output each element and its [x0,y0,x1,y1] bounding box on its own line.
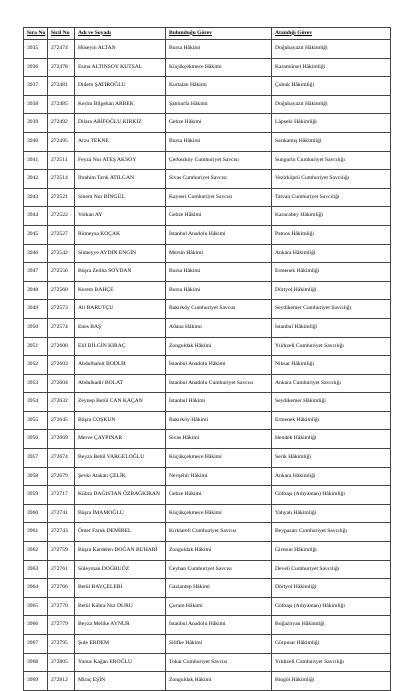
sicil-no-cell: 272761 [48,560,75,579]
current-post-cell: İstanbul Anadolu Hâkimi [166,356,272,375]
table-row [24,318,391,337]
current-post-cell: İstanbul Anadolu Hâkimi [166,616,272,635]
sira-no-cell: 3947 [24,263,48,282]
sicil-no-cell: 272573 [48,300,75,319]
sicil-no-cell: 272717 [48,486,75,505]
new-post-cell: Ankara Hâkimliği [272,244,391,263]
new-post-cell: Ankara Cumhuriyet Savcılığı [272,374,391,393]
new-post-cell: Doğubayazıt Hâkimliği [272,40,391,59]
sicil-no-cell: 272743 [48,523,75,542]
table-row [24,430,391,449]
sira-no-cell: 3936 [24,58,48,77]
new-post-cell: Serik Hâkimliği [272,449,391,468]
table-row [24,77,391,96]
name-cell: Miraç EŞİN [75,672,166,691]
sira-no-cell: 3964 [24,579,48,598]
sicil-no-cell: 272481 [48,77,75,96]
new-post-cell: Bingöl Hâkimliği [272,672,391,691]
current-post-cell: Çerkezköy Cumhuriyet Savcısı [166,151,272,170]
sira-no-cell: 3939 [24,114,48,133]
new-post-cell: Sarıkamış Hâkimliği [272,132,391,151]
new-post-cell: Yıldızeli Cumhuriyet Savcılığı [272,653,391,672]
sira-no-cell: 3951 [24,337,48,356]
current-post-cell: İstanbul Hâkimi [166,393,272,412]
sira-no-cell: 3937 [24,77,48,96]
sicil-no-cell: 272492 [48,114,75,133]
name-cell: Betül BAYÇELEBİ [75,579,166,598]
table-row [24,393,391,412]
assignment-table [23,27,391,691]
name-cell: Volkan AY [75,207,166,226]
table-row [24,653,391,672]
new-post-cell: Vezirköprü Cumhuriyet Savcılığı [272,170,391,189]
name-cell: Hüseyin ALTAN [75,40,166,59]
name-cell: Betül Kübra Nur DURU [75,597,166,616]
header-sira-no: Sıra No [24,28,48,40]
new-post-cell: Dörtyol Hâkimliği [272,579,391,598]
sicil-no-cell: 272669 [48,430,75,449]
name-cell: Arzu TEKNE [75,132,166,151]
sicil-no-cell: 272645 [48,411,75,430]
table-row [24,579,391,598]
table-row [24,523,391,542]
new-post-cell: Gürpınar Hâkimliği [272,635,391,654]
new-post-cell: Develi Cumhuriyet Savcılığı [272,560,391,579]
header-sicil-no: Sicil No [48,28,75,40]
new-post-cell: Seydikemer Cumhuriyet Savcılığı [272,300,391,319]
new-post-cell: Yahyalı Hâkimliği [272,504,391,523]
sira-no-cell: 3962 [24,542,48,561]
sira-no-cell: 3945 [24,225,48,244]
sicil-no-cell: 272527 [48,225,75,244]
sicil-no-cell: 272474 [48,40,75,59]
name-cell: Kerem BAHÇE [75,281,166,300]
table-row [24,542,391,561]
new-post-cell: Ermenek Hâkimliği [272,411,391,430]
current-post-cell: Silifke Hâkimi [166,635,272,654]
sicil-no-cell: 272674 [48,449,75,468]
sicil-no-cell: 272521 [48,188,75,207]
sira-no-cell: 3938 [24,95,48,114]
sicil-no-cell: 272795 [48,635,75,654]
sicil-no-cell: 272632 [48,393,75,412]
sira-no-cell: 3963 [24,560,48,579]
current-post-cell: Bursa Hâkimi [166,132,272,151]
sira-no-cell: 3942 [24,170,48,189]
sicil-no-cell: 272511 [48,151,75,170]
sira-no-cell: 3957 [24,449,48,468]
current-post-cell: Gebze Hâkimi [166,207,272,226]
sicil-no-cell: 272514 [48,170,75,189]
sicil-no-cell: 272766 [48,579,75,598]
name-cell: Enes BAŞ [75,318,166,337]
sira-no-cell: 3935 [24,40,48,59]
sira-no-cell: 3969 [24,672,48,691]
current-post-cell: Ceyhan Cumhuriyet Savcısı [166,560,272,579]
sira-no-cell: 3948 [24,281,48,300]
table-row [24,151,391,170]
current-post-cell: Küçükçekmece Hâkimi [166,504,272,523]
table-row [24,672,391,691]
current-post-cell: Kayseri Cumhuriyet Savcısı [166,188,272,207]
new-post-cell: Gölbaşı (Adıyaman) Hâkimliği [272,597,391,616]
name-cell: Yunus Kağan EROĞLU [75,653,166,672]
sira-no-cell: 3949 [24,300,48,319]
name-cell: Dilara ARİFOĞLU KIRKIZ [75,114,166,133]
table-row [24,58,391,77]
current-post-cell: Gebze Hâkimi [166,114,272,133]
new-post-cell: Seydikemer Hâkimliği [272,393,391,412]
sicil-no-cell: 272759 [48,542,75,561]
sicil-no-cell: 272600 [48,337,75,356]
table-row [24,449,391,468]
sira-no-cell: 3960 [24,504,48,523]
new-post-cell: Boğazlıyan Hâkimliği [272,616,391,635]
table-row [24,170,391,189]
sira-no-cell: 3961 [24,523,48,542]
current-post-cell: Mersin Hâkimi [166,244,272,263]
sira-no-cell: 3965 [24,597,48,616]
current-post-cell: Çorum Hâkimi [166,597,272,616]
current-post-cell: Şanlıurfa Hâkimi [166,95,272,114]
name-cell: İbrahim Tarık ATILGAN [75,170,166,189]
sicil-no-cell: 272556 [48,263,75,282]
new-post-cell: Hendek Hâkimliği [272,430,391,449]
table-row [24,132,391,151]
sicil-no-cell: 272812 [48,672,75,691]
new-post-cell: Ankara Hâkimliği [272,467,391,486]
name-cell: Beyza Betül VARGELOĞLU [75,449,166,468]
sicil-no-cell: 272603 [48,356,75,375]
table-row [24,616,391,635]
table-row [24,263,391,282]
table-row [24,374,391,393]
sira-no-cell: 3955 [24,411,48,430]
name-cell: Büşra Zeliha SOYDAN [75,263,166,282]
table-row [24,635,391,654]
name-cell: Büşra COŞKUN [75,411,166,430]
sira-no-cell: 3954 [24,393,48,412]
new-post-cell: Niksar Hâkimliği [272,356,391,375]
sicil-no-cell: 272522 [48,207,75,226]
name-cell: Elif BİLGİN KIRAÇ [75,337,166,356]
name-cell: Ömer Faruk DEMİREL [75,523,166,542]
name-cell: Abdulkadir BOLAT [75,374,166,393]
table-row [24,411,391,430]
table-row [24,560,391,579]
name-cell: Büşra Kardelen DOĞAN BUHARİ [75,542,166,561]
new-post-cell: Giresun Hâkimliği [272,542,391,561]
table-body [24,40,391,691]
sira-no-cell: 3956 [24,430,48,449]
current-post-cell: Bursa Hâkimi [166,263,272,282]
name-cell: Kübra DAĞISTAN ÖZBAĞKIRAN [75,486,166,505]
table-header-row [24,28,391,40]
table-row [24,114,391,133]
current-post-cell: Bakırköy Hâkimi [166,411,272,430]
current-post-cell: Kurtalan Hâkimi [166,77,272,96]
table-row [24,356,391,375]
current-post-cell: Gaziantep Hâkimi [166,579,272,598]
new-post-cell: İstanbul Hâkimliği [272,318,391,337]
table-row [24,300,391,319]
table-row [24,207,391,226]
current-post-cell: Küçükçekmece Hâkimi [166,449,272,468]
name-cell: Sümeyye AYDIN ENGİN [75,244,166,263]
sicil-no-cell: 272779 [48,616,75,635]
current-post-cell: Bakırköy Cumhuriyet Savcısı [166,300,272,319]
name-cell: Zeynep Betül CAN KAÇAN [75,393,166,412]
new-post-cell: Doğubayazıt Hâkimliği [272,95,391,114]
name-cell: Feyza Nur ATEŞ AKSOY [75,151,166,170]
name-cell: Rümeysa KOÇAK [75,225,166,244]
sicil-no-cell: 272741 [48,504,75,523]
current-post-cell: Zonguldak Hâkimi [166,672,272,691]
current-post-cell: Zonguldak Hâkimi [166,337,272,356]
header-adi-soyadi: Adı ve Soyadı [75,28,166,40]
name-cell: Didem ŞATIROĞLU [75,77,166,96]
sicil-no-cell: 272805 [48,653,75,672]
name-cell: Merve ÇAYPINAR [75,430,166,449]
sicil-no-cell: 272604 [48,374,75,393]
new-post-cell: Ermenek Hâkimliği [272,263,391,282]
current-post-cell: Sivas Hâkimi [166,430,272,449]
current-post-cell: Nevşehir Hâkimi [166,467,272,486]
name-cell: Esma ALTINSOY KUTSAL [75,58,166,77]
table-row [24,244,391,263]
new-post-cell: Yıldızeli Cumhuriyet Savcılığı [272,337,391,356]
new-post-cell: Karacabey Hâkimliği [272,207,391,226]
new-post-cell: Patnos Hâkimliği [272,225,391,244]
table-row [24,281,391,300]
table-row [24,467,391,486]
header-bulundugu-gorev: Bulunduğu Görev [166,28,272,40]
name-cell: Şevki Atakan ÇELİK [75,467,166,486]
new-post-cell: Gölbaşı (Adıyaman) Hâkimliği [272,486,391,505]
sira-no-cell: 3941 [24,151,48,170]
table-row [24,504,391,523]
sicil-no-cell: 272542 [48,244,75,263]
name-cell: Büşra İMAMOĞLU [75,504,166,523]
sicil-no-cell: 272495 [48,132,75,151]
table-row [24,337,391,356]
current-post-cell: İstanbul Anadolu Cumhuriyet Savcısı [166,374,272,393]
sira-no-cell: 3944 [24,207,48,226]
current-post-cell: Gebze Hâkimi [166,486,272,505]
current-post-cell: Tokat Cumhuriyet Savcısı [166,653,272,672]
current-post-cell: Sivas Cumhuriyet Savcısı [166,170,272,189]
current-post-cell: İstanbul Anadolu Hâkimi [166,225,272,244]
current-post-cell: Küçükçekmece Hâkimi [166,58,272,77]
sicil-no-cell: 272679 [48,467,75,486]
sira-no-cell: 3943 [24,188,48,207]
name-cell: Sinem Nur BİNGÜL [75,188,166,207]
sicil-no-cell: 272560 [48,281,75,300]
sicil-no-cell: 272478 [48,58,75,77]
name-cell: Süleyman DOĞRUÖZ [75,560,166,579]
name-cell: Şule ERDEM [75,635,166,654]
sira-no-cell: 3958 [24,467,48,486]
sira-no-cell: 3940 [24,132,48,151]
new-post-cell: Lâpseki Hâkimliği [272,114,391,133]
table-row [24,225,391,244]
sicil-no-cell: 272770 [48,597,75,616]
sira-no-cell: 3968 [24,653,48,672]
new-post-cell: Beypazarı Cumhuriyet Savcılığı [272,523,391,542]
current-post-cell: Bursa Hâkimi [166,281,272,300]
new-post-cell: Karamürsel Hâkimliği [272,58,391,77]
sira-no-cell: 3946 [24,244,48,263]
header-atandigi-gorev: Atandığı Görev [272,28,391,40]
current-post-cell: Bursa Hâkimi [166,40,272,59]
sicil-no-cell: 272574 [48,318,75,337]
sira-no-cell: 3950 [24,318,48,337]
name-cell: Beyza Melike AYNUR [75,616,166,635]
assignment-list-sheet [23,27,390,691]
current-post-cell: Adana Hâkimi [166,318,272,337]
current-post-cell: Zonguldak Hâkimi [166,542,272,561]
sira-no-cell: 3966 [24,616,48,635]
sira-no-cell: 3967 [24,635,48,654]
table-row [24,597,391,616]
name-cell: Kerim Bilgehan ARBEK [75,95,166,114]
new-post-cell: Dörtyol Hâkimliği [272,281,391,300]
table-row [24,188,391,207]
sira-no-cell: 3959 [24,486,48,505]
new-post-cell: Sungurlu Cumhuriyet Savcılığı [272,151,391,170]
table-row [24,40,391,59]
new-post-cell: Çubuk Hâkimliği [272,77,391,96]
table-row [24,486,391,505]
table-row [24,95,391,114]
new-post-cell: Tatvan Cumhuriyet Savcılığı [272,188,391,207]
sicil-no-cell: 272485 [48,95,75,114]
sira-no-cell: 3952 [24,356,48,375]
sira-no-cell: 3953 [24,374,48,393]
name-cell: Ali BARUTÇU [75,300,166,319]
current-post-cell: Kırklareli Cumhuriyet Savcısı [166,523,272,542]
name-cell: Abdulhamit BODUR [75,356,166,375]
